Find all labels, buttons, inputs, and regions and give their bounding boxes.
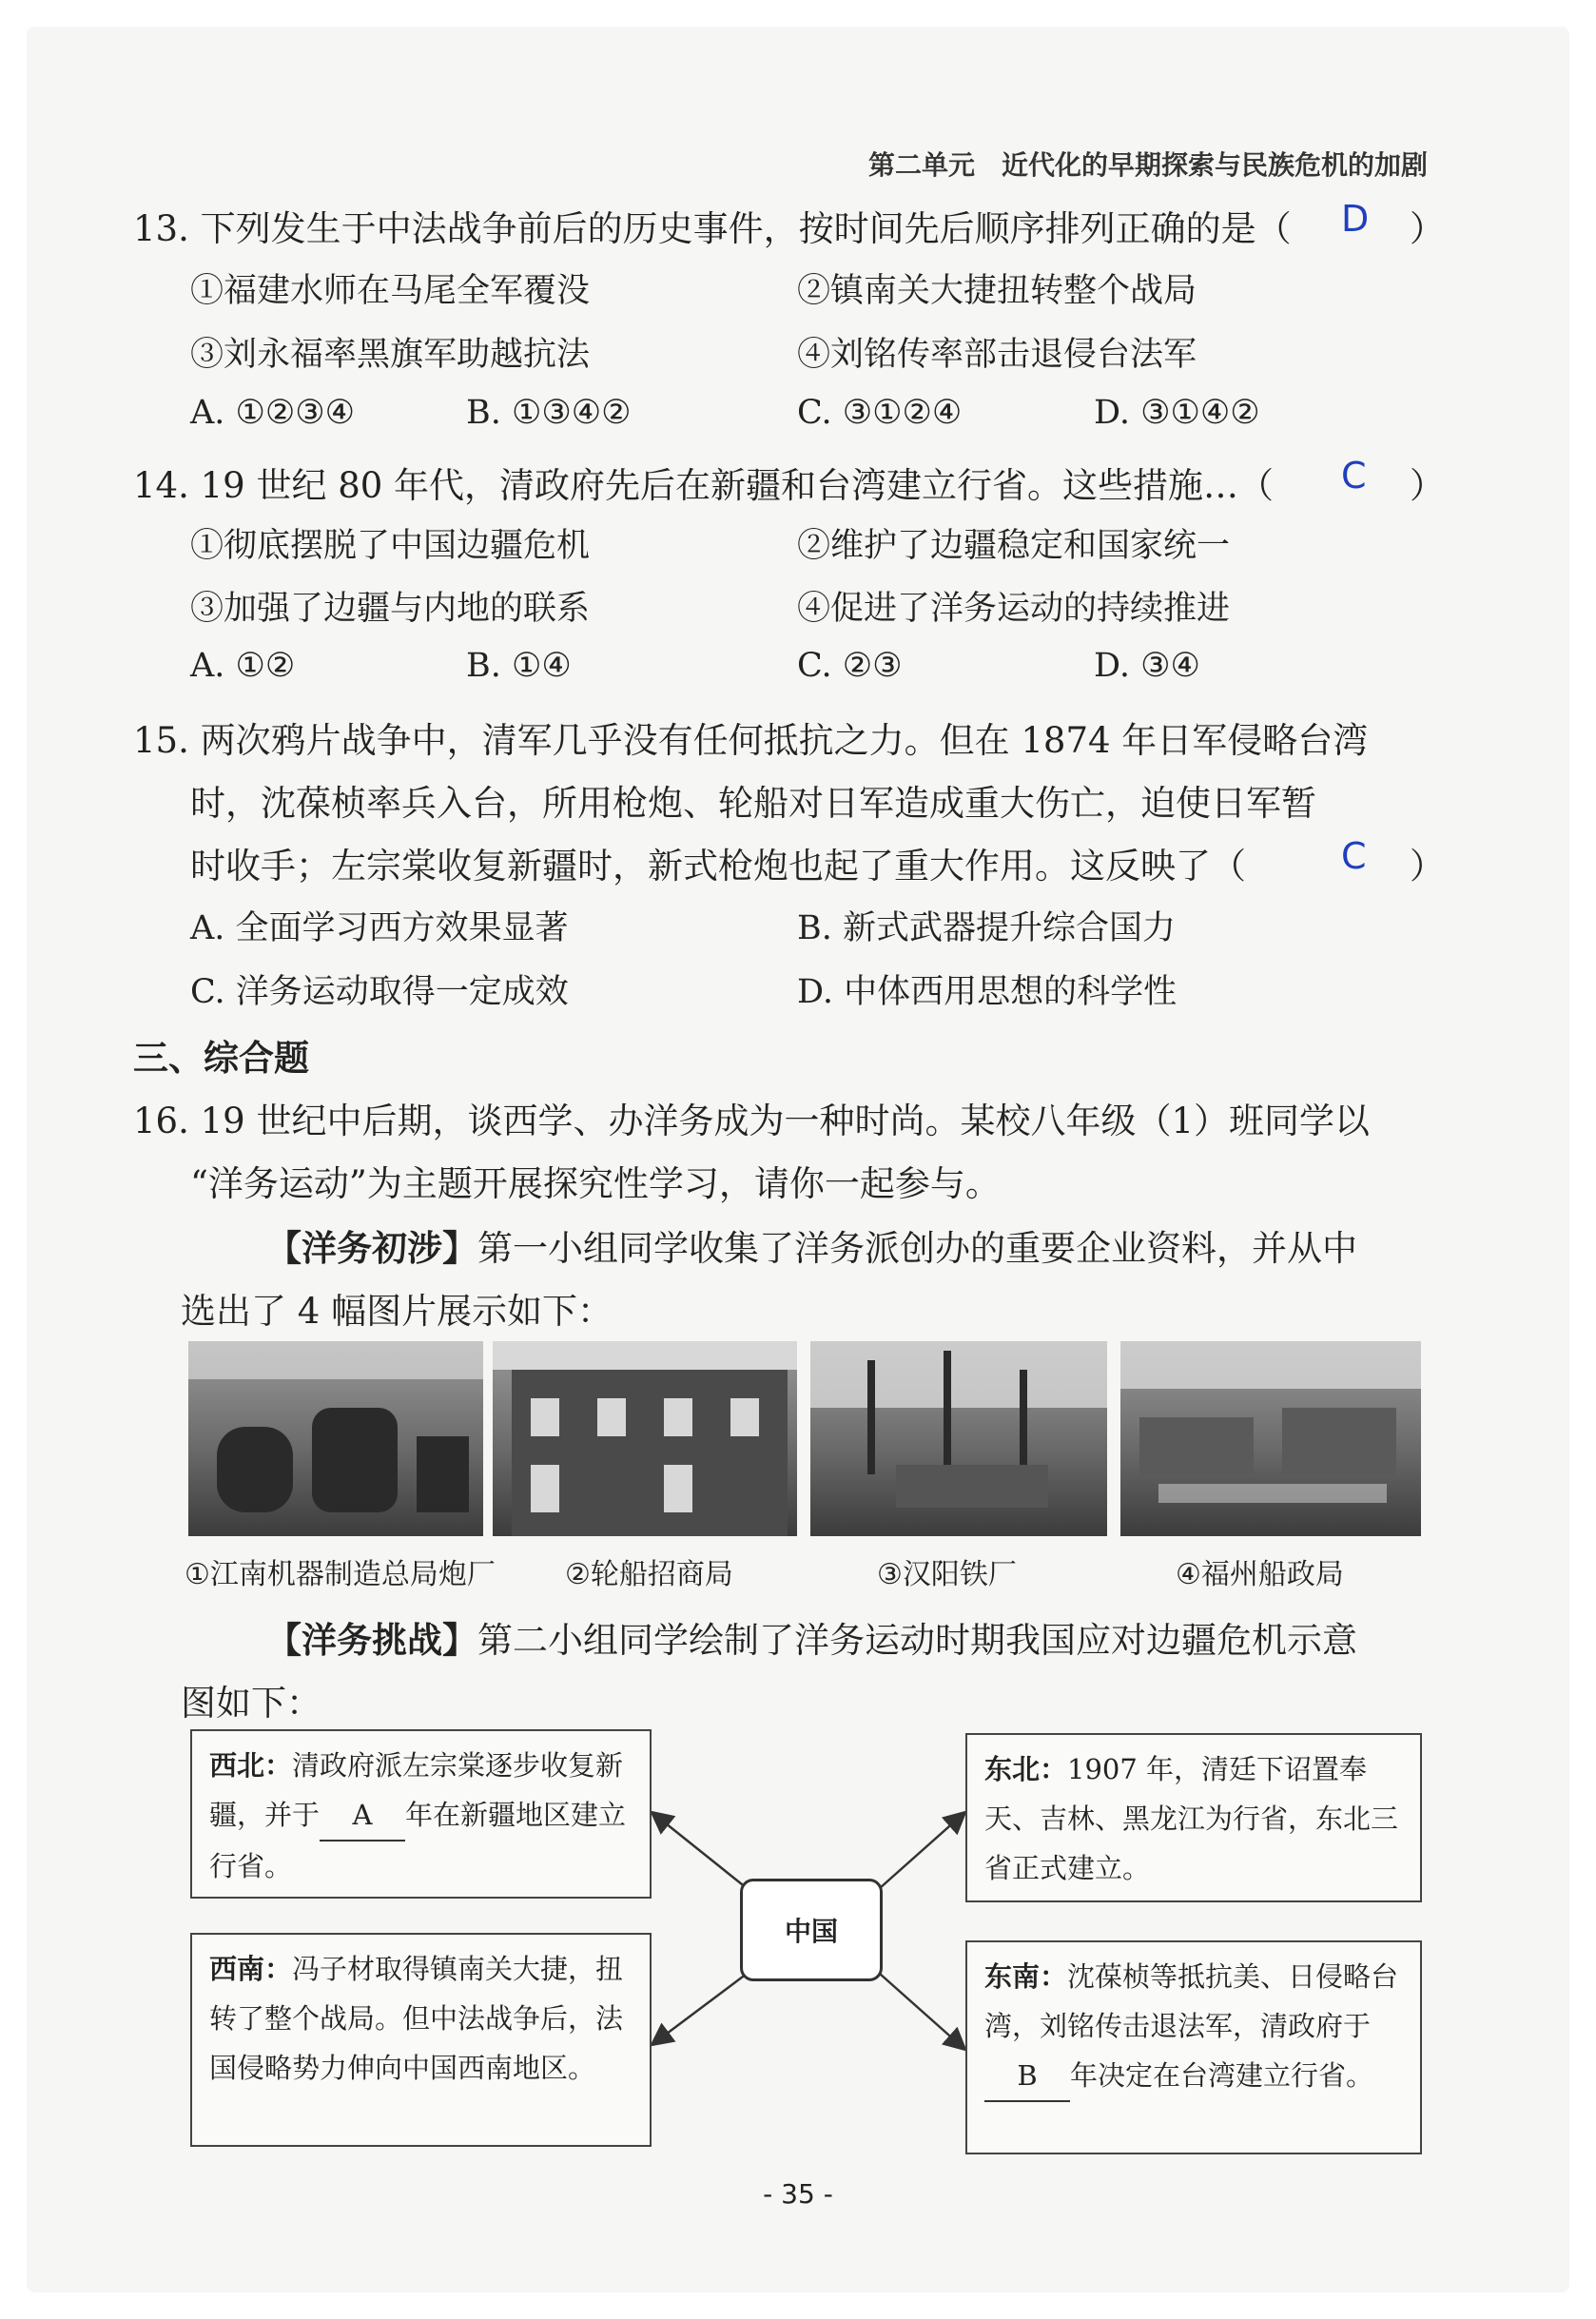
q14-option-c: C. ②③	[797, 647, 903, 685]
q16-part1-text: 第一小组同学收集了洋务派创办的重要企业资料，并从中	[477, 1228, 1357, 1269]
q16-part1-line-2: 选出了 4 幅图片展示如下：	[181, 1291, 613, 1332]
q13-item-1: ①福建水师在马尾全军覆没	[190, 272, 591, 310]
q14-stem: 14. 19 世纪 80 年代，清政府先后在新疆和台湾建立行省。这些措施…（	[133, 465, 1275, 506]
caption-3: ③汉阳铁厂	[877, 1558, 1017, 1591]
diagram-center-china: 中国	[740, 1879, 883, 1981]
northeast-text: 1907 年，清廷下诏置奉天、吉林、黑龙江为行省，东北三省正式建立。	[984, 1753, 1399, 1884]
southeast-text-1: 沈葆桢等抵抗美、日侵略台湾，刘铭传击退法军，清政府于	[984, 1960, 1399, 2042]
q14-item-2: ②维护了边疆稳定和国家统一	[797, 527, 1231, 565]
box-northeast	[965, 1733, 1422, 1902]
arrow-northwest	[652, 1812, 747, 1888]
q14-option-d: D. ③④	[1094, 647, 1200, 685]
arrow-southwest	[652, 1974, 747, 2045]
q14-option-b: B. ①④	[466, 647, 572, 685]
box-southwest	[190, 1933, 652, 2147]
caption-1: ①江南机器制造总局炮厂	[185, 1558, 496, 1591]
q16-part2-line-2: 图如下：	[181, 1683, 321, 1724]
box-southeast	[965, 1940, 1422, 2154]
q13-option-b: B. ①③④②	[466, 394, 632, 432]
northwest-text-2: 年在新疆地区建立行省。	[209, 1799, 627, 1882]
q15-line-3: 时收手；左宗棠收复新疆时，新式枪炮也起了重大作用。这反映了（	[190, 846, 1246, 887]
q16-part2-tag: 【洋务挑战】	[266, 1619, 477, 1661]
q15-option-a: A. 全面学习西方效果显著	[190, 909, 569, 947]
q15-close: ）	[1410, 846, 1445, 887]
page-header: 第二单元 近代化的早期探索与民族危机的加剧	[867, 149, 1428, 181]
q15-line-1: 15. 两次鸦片战争中，清军几乎没有任何抵抗之力。但在 1874 年日军侵略台湾	[133, 720, 1369, 761]
q16-part2-text: 第二小组同学绘制了洋务运动时期我国应对边疆危机示意	[477, 1620, 1357, 1661]
southeast-label: 东南：	[984, 1960, 1068, 1993]
q15-answer: C	[1341, 835, 1367, 877]
q16-line-1: 16. 19 世纪中后期，谈西学、办洋务成为一种时尚。某校八年级（1）班同学以	[133, 1101, 1370, 1141]
caption-2: ②轮船招商局	[565, 1558, 733, 1591]
northwest-blank-a[interactable]: A	[320, 1790, 405, 1842]
q13-answer: D	[1341, 198, 1370, 240]
section-title: 三、综合题	[133, 1038, 309, 1079]
northwest-text-1: 清政府派左宗棠逐步收复新疆，并于	[209, 1749, 624, 1831]
page-number: - 35 -	[763, 2178, 833, 2210]
q15-option-c: C. 洋务运动取得一定成效	[190, 973, 569, 1011]
q14-close: ）	[1410, 465, 1445, 506]
northwest-label: 西北：	[209, 1749, 293, 1782]
q13-option-c: C. ③①②④	[797, 394, 963, 432]
q13-item-2: ②镇南关大捷扭转整个战局	[797, 272, 1197, 310]
q14-item-1: ①彻底摆脱了中国边疆危机	[190, 527, 591, 565]
northeast-label: 东北：	[984, 1753, 1068, 1785]
q13-item-4: ④刘铭传率部击退侵台法军	[797, 336, 1197, 374]
arrow-northeast	[880, 1812, 965, 1888]
southeast-text-2: 年决定在台湾建立行省。	[1070, 2059, 1374, 2092]
q13-close: ）	[1410, 208, 1445, 249]
q13-option-d: D. ③①④②	[1094, 394, 1260, 432]
southwest-label: 西南：	[209, 1953, 293, 1985]
southeast-blank-b[interactable]: B	[984, 2051, 1070, 2102]
q15-option-b: B. 新式武器提升综合国力	[797, 909, 1176, 947]
q13-option-a: A. ①②③④	[190, 394, 356, 432]
q14-item-3: ③加强了边疆与内地的联系	[190, 590, 591, 628]
q14-item-4: ④促进了洋务运动的持续推进	[797, 590, 1231, 628]
q15-line-2: 时，沈葆桢率兵入台，所用枪炮、轮船对日军造成重大伤亡，迫使日军暂	[190, 783, 1316, 824]
q16-line-2: “洋务运动”为主题开展探究性学习，请你一起参与。	[190, 1163, 1001, 1204]
caption-4: ④福州船政局	[1176, 1558, 1344, 1591]
q15-option-d: D. 中体西用思想的科学性	[797, 973, 1178, 1011]
q14-answer: C	[1341, 455, 1367, 497]
arrow-southeast	[880, 1974, 965, 2050]
q16-part1-tag: 【洋务初涉】	[266, 1227, 477, 1269]
q13-item-3: ③刘永福率黑旗军助越抗法	[190, 336, 591, 374]
q13-stem: 13. 下列发生于中法战争前后的历史事件，按时间先后顺序排列正确的是（	[133, 208, 1292, 249]
box-northwest	[190, 1729, 652, 1899]
q14-option-a: A. ①②	[190, 647, 296, 685]
southwest-text: 冯子材取得镇南关大捷，扭转了整个战局。但中法战争后，法国侵略势力伸向中国西南地区。	[209, 1953, 624, 2084]
